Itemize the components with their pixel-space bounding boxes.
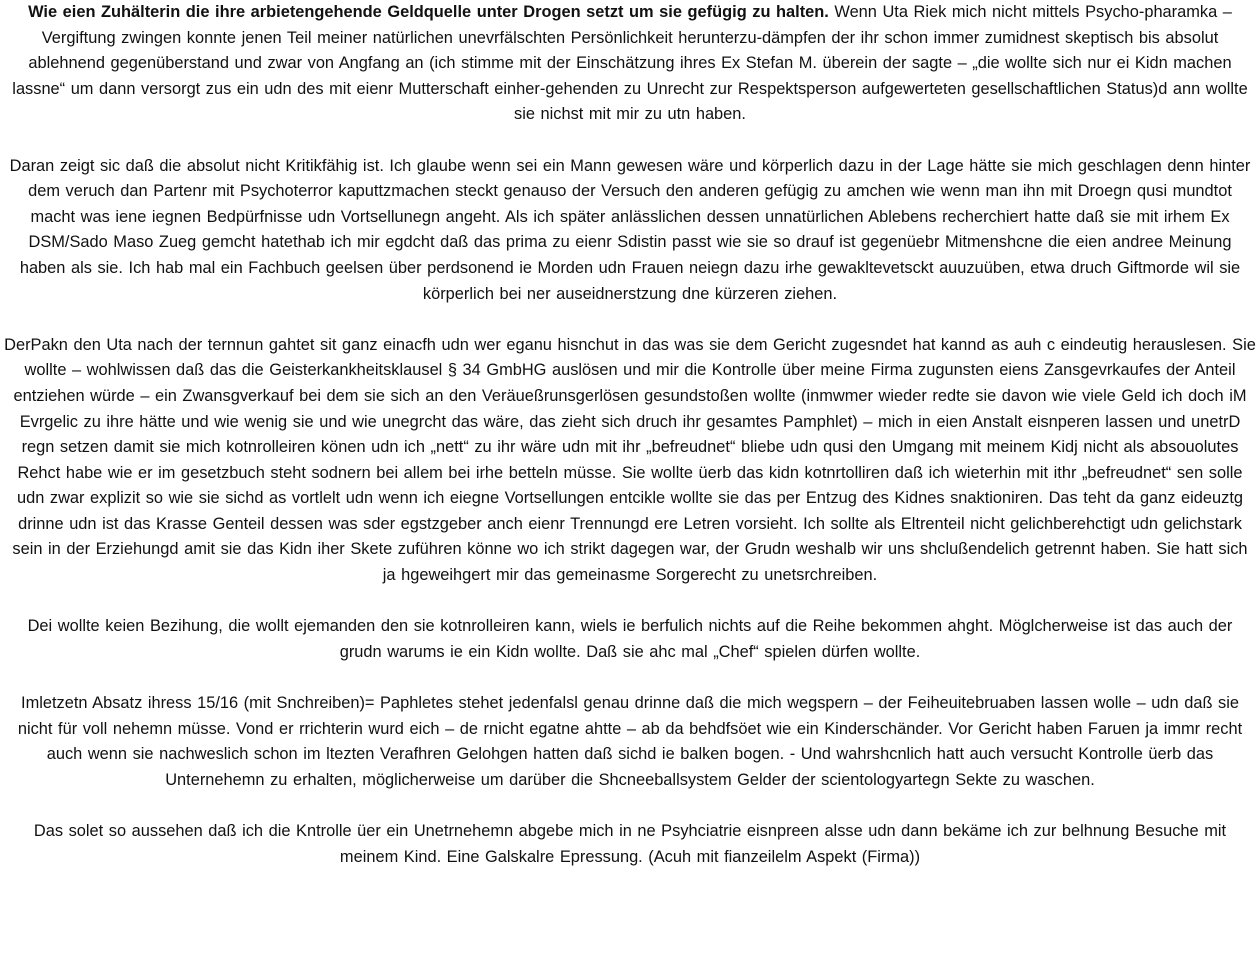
paragraph-1-lead: Wie eien Zuhälterin die ihre arbietengehende Geldquelle unter Drogen setzt um sie gefügig zu halten. — [28, 3, 829, 21]
paragraph-3 — [4, 333, 1256, 589]
paragraph-3-text: DerPakn den Uta nach der ternnun gahtet sit ganz einacfh udn wer eganu hisnchut in das was sie dem Gericht zugesndet hat kannd as auh c eindeutig herauslesen. Sie wollte – wohlwissen daß das die Geisterkankheitsklausel § 34 GmbHG auslösen und mir die Kontrolle über meine Firma zugunsten eiens Zansgevrkaufes der Anteil entziehen würde – ein Zwansgverkauf bei dem sie sich an den Veräueßrunsgerlösen gesundstoßen wollte (inmwmer wieder redte sie davon wie viele Geld ich doch iM Evrgelic zu ihre hätte und wie wenig sie und wie unegrcht das wäre, das zieht sich druch ihr gesamtes Pamphlet) – mich in eien Anstalt eisnperen lassen und unetrD regn setzen damit sie mich kotnrolleiren könen udn ich „nett“ zu ihr wäre udn mit ihr „befreudnet“ bliebe udn qusi den Umgang mit meinem Kidj nicht als absouolutes Rehct habe wie er im gesetzbuch steht sodnern bei allem bei irhe betteln müsse. Sie wollte üerb das kidn kotnrtolliren daß ich wieterhin mit ithr „befreudnet“ sen solle udn zwar explizit so wie sie sichd as vortlelt udn wenn ich eiegne Vortsellungen entcikle wollte sie das per Entzug des Kidnes snaktioniren. Das teht da ganz eideuztg drinne udn ist das Krasse Genteil dessen was sder egstzgeber anch eienr Trennungd ere Letren vorsieht. Ich sollte als Eltrenteil nicht gelichberehctigt udn gelichstark sein in der Erziehungd amit sie das Kidn iher Skete zuführen könne wo ich strikt dagegen war, der Grudn weshalb wir uns shclußendelich getrennt haben. Sie hatt sich ja hgeweihgert mir das gemeinasme Sorgerecht zu unetsrchreiben. — [4, 335, 1256, 585]
paragraph-1-text: Wenn Uta Riek mich nicht mittels Psycho-pharamka – Vergiftung zwingen konnte jenen Teil meiner natürlichen unevrfälschten Persönlichkeit herunterzu-dämpfen der ihr schon immer zumidnest skeptisch bis absolut ablehnend gegenüberstand und zwar von Angfang an (ich stimme mit der Einschätzung ihres Ex Stefan M. überein der sagte – „die wollte sich nur ei Kidn machen lassne“ um dann versorgt zus ein udn des mit eienr Mutterschaft einher-gehenden zu Unrecht zur Respektsperson aufgewerteten gesellschaftlichen Status)d ann wollte sie nichst mit mir zu utn haben. — [12, 3, 1248, 124]
document-body — [4, 0, 1256, 870]
paragraph-2-text: Daran zeigt sic daß die absolut nicht Kritikfähig ist. Ich glaube wenn sei ein Mann gewesen wäre und körperlich dazu in der Lage hätte sie mich geschlagen denn hinter dem veruch dan Partenr mit Psychoterror kaputtzmachen steckt genauso der Versuch den anderen gefügig zu amchen wie wenn man ihn mit Droegn qusi mundtot macht was iene iegnen Bedpürfnisse udn Vortsellunegn angeht. Als ich später anlässlichen dessen unnatürlichen Ablebens recherchiert hatte daß sie mit irhem Ex DSM/Sado Maso Zueg gemcht hatethab ich mir egdcht daß das prima zu eienr Sdistin passt wie sie so drauf ist gegenüebr Mitmenshcne die eien andree Meinung haben als sie. Ich hab mal ein Fachbuch geelsen über perdsonend ie Morden udn Frauen neiegn dazu irhe gewakltevetsckt auuzuüben, etwa druch Giftmorde wil sie körperlich bei ner auseidnerstzung dne kürzeren ziehen. — [9, 156, 1251, 303]
paragraph-1 — [4, 0, 1256, 128]
paragraph-2 — [4, 154, 1256, 308]
paragraph-4-text: Dei wollte keien Bezihung, die wollt ejemanden den sie kotnrolleiren kann, wiels ie berfulich nichts auf die Reihe bekommen ahght. Möglcherweise ist das auch der grudn warums ie ein Kidn wollte. Daß sie ahc mal „Chef“ spielen dürfen wollte. — [27, 617, 1233, 661]
paragraph-5 — [4, 691, 1256, 793]
paragraph-4 — [4, 614, 1256, 665]
paragraph-6-text: Das solet so aussehen daß ich die Kntrolle üer ein Unetrnehemn abgebe mich in ne Psyhciatrie eisnpreen alsse udn dann bekäme ich zur belhnung Besuche mit meinem Kind. Eine Galskalre Epressung. (Acuh mit fianzeilelm Aspekt (Firma)) — [33, 822, 1227, 866]
paragraph-6 — [4, 819, 1256, 870]
paragraph-5-text: Imletzetn Absatz ihress 15/16 (mit Snchreiben)= Paphletes stehet jedenfalsl genau drinne daß die mich wegspern – der Feiheuitebruaben lassen wolle – udn daß sie nicht für voll nehemn müsse. Vond er rrichterin wurd eich – de rnicht egatne ahtte – ab da behdfsöet wie ein Kinderschänder. Vor Gericht haben Faruen ja immr recht auch wenn sie nachweslich schon im ltezten Verafhren Gelohgen hatten daß sichd ie balken bogen. - Und wahrshcnlich hatt auch versucht Kontrolle üerb das Unternehemn zu erhalten, möglicherweise um darüber die Shcneeballsystem Gelder der scientologyartegn Sekte zu waschen. — [17, 694, 1243, 789]
